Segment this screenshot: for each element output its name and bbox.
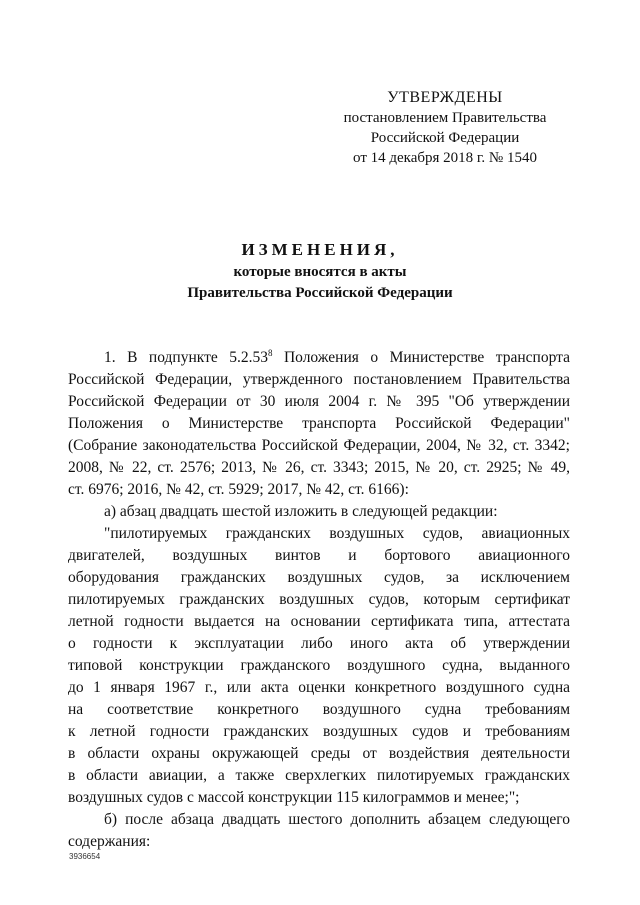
approval-heading: УТВЕРЖДЕНЫ [387,89,503,106]
document-body [68,347,570,853]
approval-line-2: Российской Федерации [370,130,520,146]
approval-line-3: от 14 декабря 2018 г. № 1540 [353,150,537,166]
document-title: ИЗМЕНЕНИЯ, [241,240,399,259]
item-b: б) после абзаца двадцать шестого дополнить абзацем следующего [104,811,570,828]
quote-line: на соответствие конкретного воздушного судна требованиям [68,701,570,718]
document-subtitle-1: которые вносятся в акты [233,264,407,280]
quote-line: в области авиации, а также сверхлегких пилотируемых гражданских [68,767,570,784]
paragraph-1-lead-text: 1. В подпункте 5.2.53 [104,349,268,366]
quote-line: до 1 января 1967 г., или акта оценки конкретного воздушного судна [68,679,570,696]
item-b-continuation: содержания: [68,833,151,850]
quote-line: оборудования гражданских воздушных судов, за исключением [68,569,570,586]
paragraph-1-line: Положения о Министерстве транспорта Российской Федерации" [68,415,570,432]
paragraph-1-line: Российской Федерации, утвержденного постановлением Правительства [68,371,570,388]
quote-line: летной годности выдается на основании сертификата типа, аттестата [68,613,570,630]
paragraph-1-line: Российской Федерации от 30 июля 2004 г. № 395 "Об утверждении [68,393,570,410]
quote-line: воздушных судов с массой конструкции 115 килограммов и менее;"; [68,789,520,806]
document-title-block [0,238,640,304]
paragraph-1-lead [68,347,570,369]
quote-line: о годности к эксплуатации либо иного акта об утверждении [68,635,570,652]
quote-line: в области охраны окружающей среды от воздействия деятельности [68,745,570,762]
approval-block [330,88,560,168]
paragraph-1-line: 2008, № 22, ст. 2576; 2013, № 26, ст. 3343; 2015, № 20, ст. 2925; № 49, [68,459,570,476]
document-code: 3936654 [69,852,101,861]
paragraph-1-line: ст. 6976; 2016, № 42, ст. 5929; 2017, № 42, ст. 6166): [68,481,409,498]
document-subtitle-2: Правительства Российской Федерации [187,285,453,301]
item-a: а) абзац двадцать шестой изложить в следующей редакции: [104,503,498,520]
approval-line-1: постановлением Правительства [343,110,547,126]
paragraph-1-line: (Собрание законодательства Российской Федерации, 2004, № 32, ст. 3342; [68,437,570,454]
paragraph-1-lead-text-cont: Положения о Министерстве транспорта [272,349,570,366]
footnote-superscript: 8 [267,347,273,358]
quote-first-line: "пилотируемых гражданских воздушных судов, авиационных [104,525,570,542]
quote-line: к летной годности гражданских воздушных судов и требованиям [68,723,570,740]
quote-line: двигателей, воздушных винтов и бортового авиационного [68,547,570,564]
quote-line: типовой конструкции гражданского воздушного судна, выданного [68,657,570,674]
quote-line: пилотируемых гражданских воздушных судов, которым сертификат [68,591,570,608]
